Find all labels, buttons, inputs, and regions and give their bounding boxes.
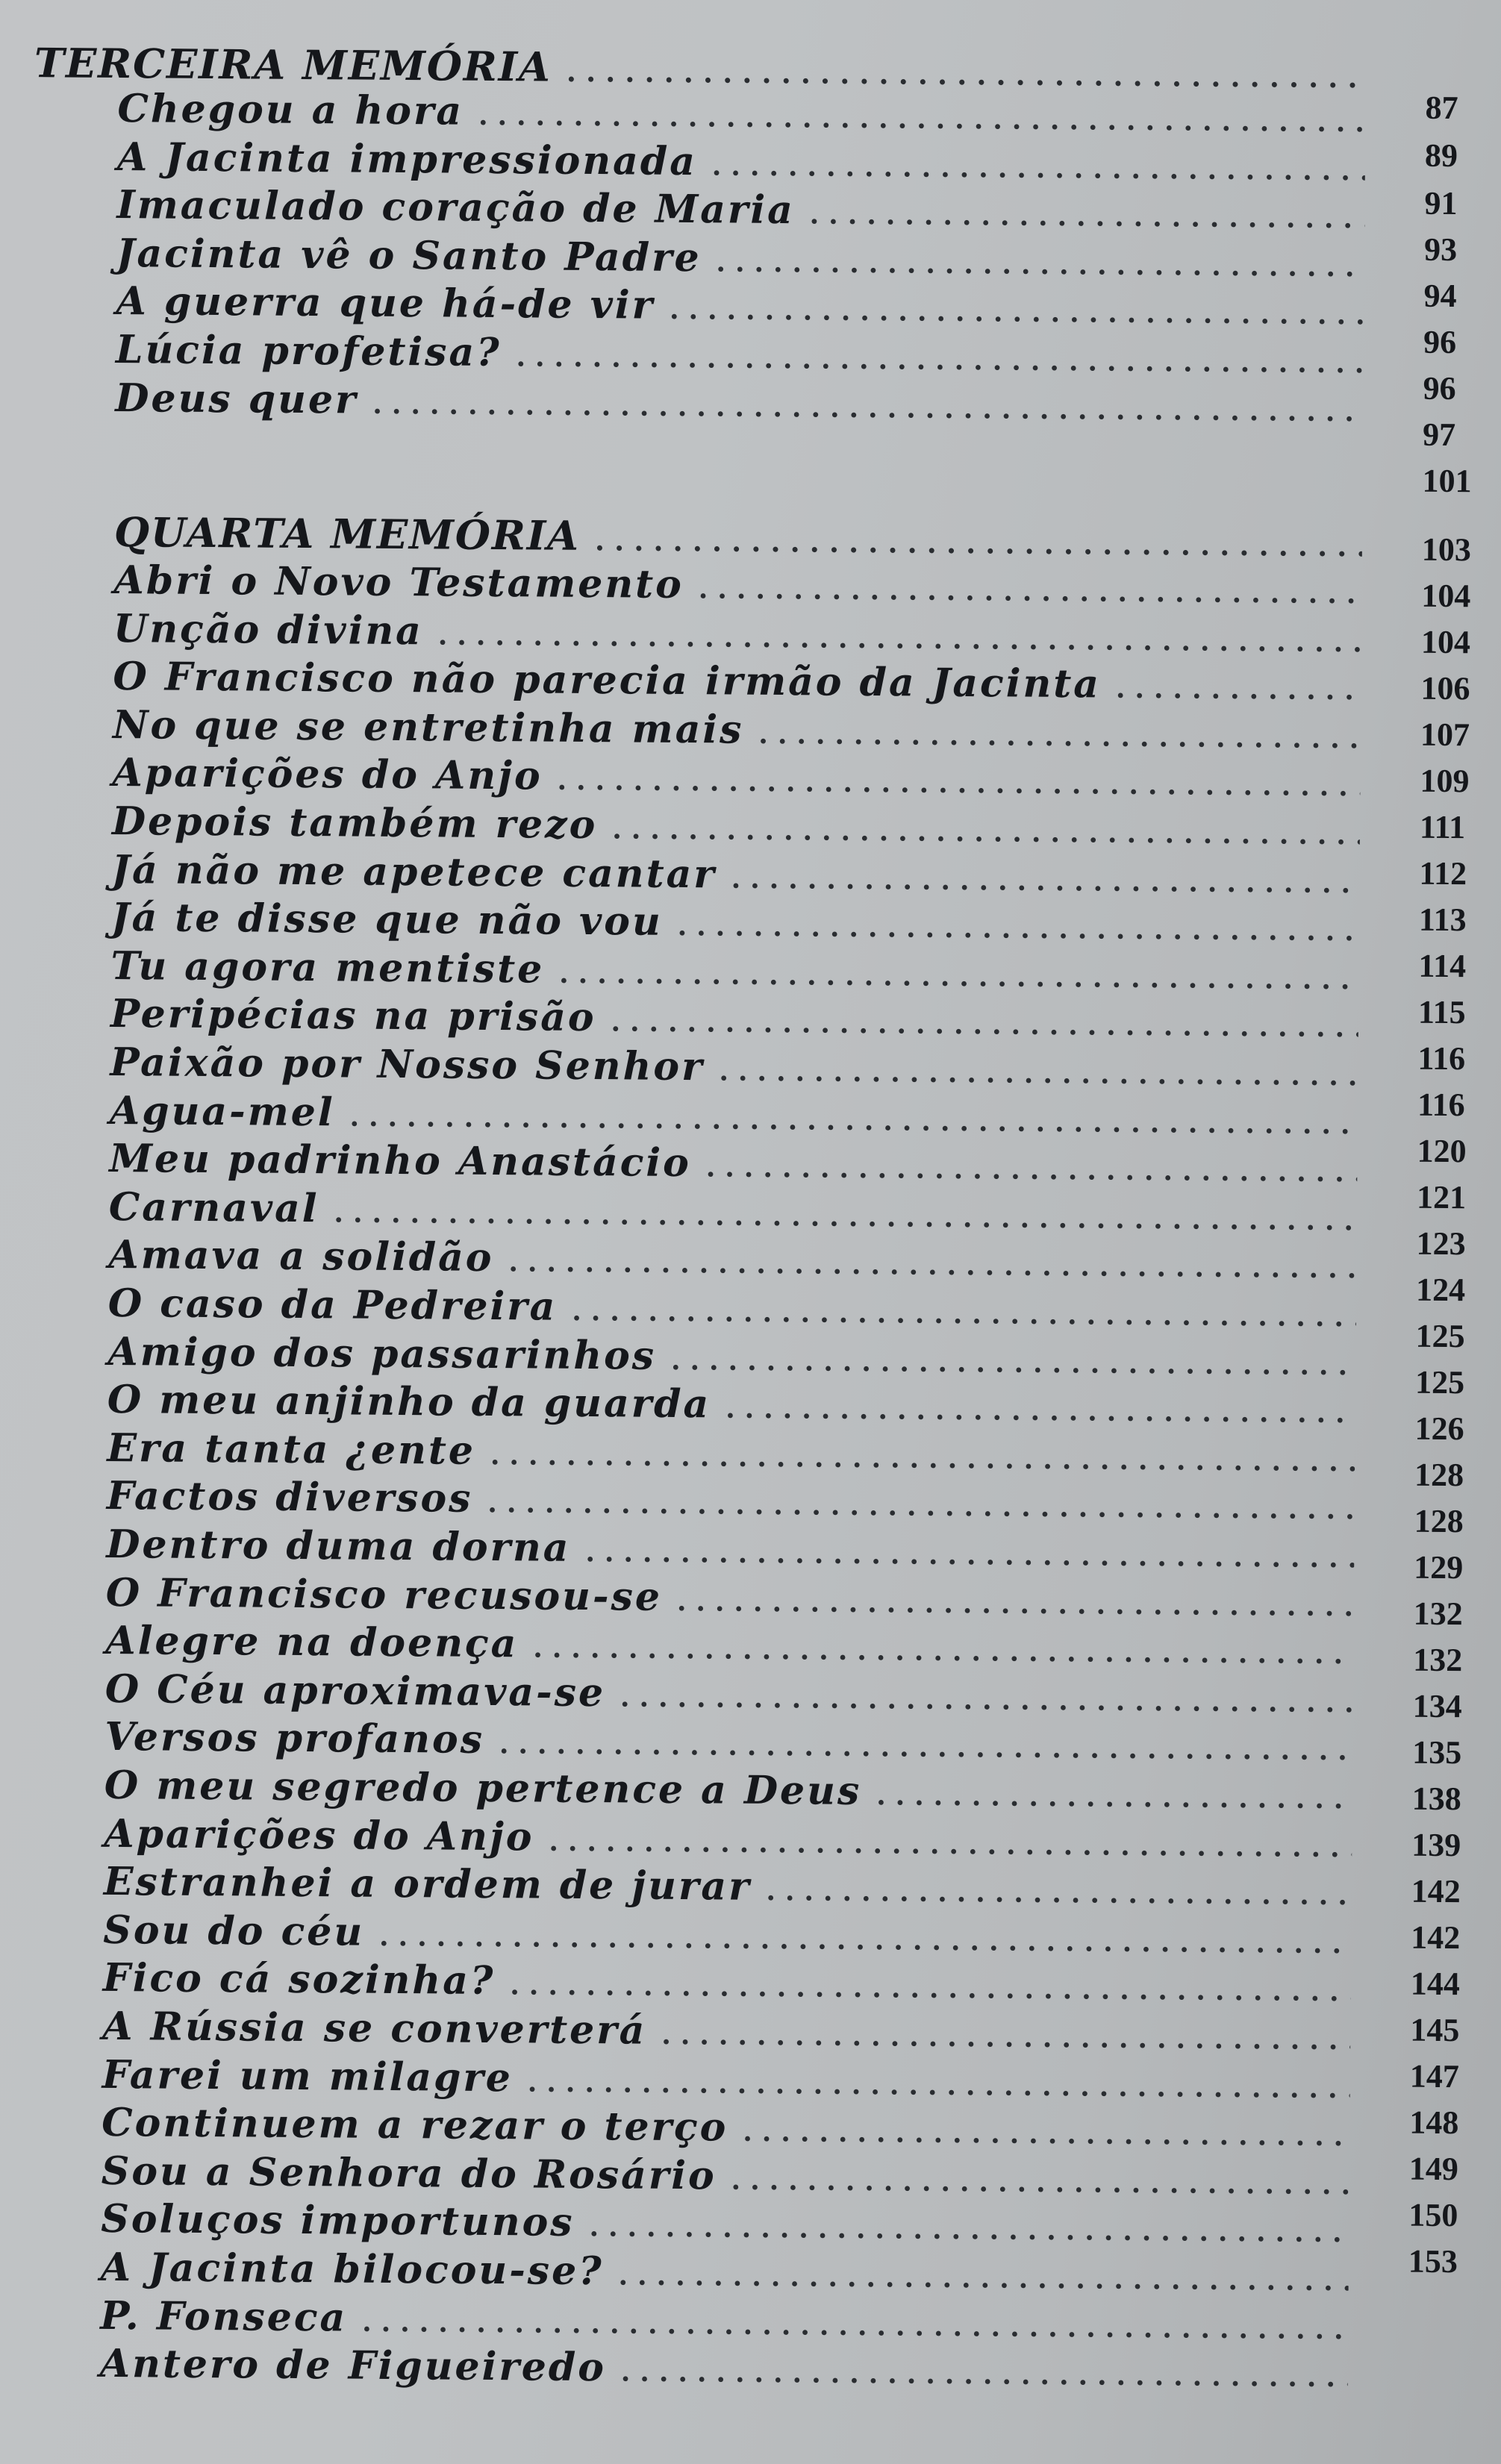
toc-entry [116, 278, 1377, 334]
entry-title: A Jacinta impressionada [116, 134, 698, 184]
page-number: 106 [1420, 669, 1470, 707]
dot-leader [508, 1960, 1351, 2011]
toc-entry [104, 1859, 1365, 1914]
page-number: 142 [1411, 1872, 1461, 1910]
entry-title: O caso da Pedreira [107, 1280, 558, 1330]
page-number: 138 [1411, 1780, 1461, 1818]
toc-entry [107, 1377, 1369, 1432]
dot-leader [332, 1186, 1357, 1239]
page-number: 148 [1409, 2104, 1459, 2142]
dot-leader [437, 609, 1362, 661]
dot-leader [486, 1477, 1355, 1528]
page-number: 116 [1417, 1086, 1465, 1124]
page-number: 128 [1414, 1502, 1464, 1540]
section-heading [114, 508, 1376, 566]
toc-entry [106, 1522, 1367, 1577]
entry-title: P. Fonseca [100, 2292, 348, 2341]
dot-leader [705, 1141, 1358, 1191]
toc-entry [101, 2245, 1362, 2300]
toc-entry [105, 1618, 1367, 1673]
dot-leader [609, 996, 1358, 1047]
dot-leader [507, 1236, 1356, 1288]
toc-entry [112, 798, 1373, 854]
page-number: 89 [1424, 137, 1458, 175]
dot-leader [741, 2106, 1349, 2155]
page-number: 115 [1417, 993, 1466, 1031]
dot-leader [711, 140, 1365, 190]
page-number: 94 [1423, 277, 1457, 315]
toc-entry [100, 2341, 1361, 2396]
entry-title: Dentro duma dorna [106, 1521, 571, 1571]
entry-title: Peripécias na prisão [110, 991, 596, 1041]
section-title: TERCEIRA MEMÓRIA [34, 39, 552, 91]
page-number: 139 [1411, 1826, 1461, 1864]
toc-entry [104, 1763, 1366, 1818]
entry-title: Aparições do Anjo [104, 1810, 534, 1860]
page-number: 123 [1416, 1225, 1466, 1263]
page-number: 124 [1415, 1271, 1466, 1309]
page-number: 153 [1408, 2242, 1458, 2280]
dot-leader [617, 2249, 1349, 2300]
toc-entry [104, 1811, 1365, 1866]
dot-leader [764, 1865, 1352, 1914]
toc-entry [113, 654, 1374, 709]
entry-title: Soluços importunos [101, 2196, 575, 2246]
page-number: 150 [1408, 2196, 1458, 2234]
page-number: 109 [1420, 762, 1470, 800]
page-number: 128 [1414, 1456, 1464, 1494]
toc-entry [116, 327, 1377, 382]
dot-leader [477, 90, 1366, 141]
entry-title: Fico cá sozinha? [102, 1955, 496, 2004]
entry-title: O meu anjinho da guarda [107, 1377, 711, 1428]
toc-entry [103, 1955, 1364, 2010]
page-number: 132 [1413, 1595, 1463, 1633]
page-number: 135 [1412, 1733, 1462, 1772]
toc-entry [100, 2293, 1361, 2348]
toc-entry [115, 375, 1376, 431]
entry-title: Agua-mel [109, 1087, 335, 1135]
dot-leader [697, 563, 1362, 613]
dot-leader [724, 1383, 1355, 1433]
dot-leader [587, 2201, 1349, 2251]
entry-title: Paixão por Nosso Senhor [110, 1039, 705, 1090]
page-number: 103 [1421, 531, 1472, 569]
dot-leader [498, 1718, 1353, 1769]
dot-leader [565, 44, 1364, 97]
dot-leader [675, 1575, 1354, 1625]
dot-leader [1114, 663, 1361, 710]
toc-entry [102, 2004, 1364, 2059]
toc-entry [107, 1473, 1368, 1528]
toc-entry [117, 86, 1379, 141]
toc-entry [116, 182, 1378, 237]
entry-title: O Francisco não parecia irmão da Jacinta [113, 654, 1102, 707]
dot-leader [570, 1285, 1356, 1336]
entry-title: Farei um milagre [102, 2051, 514, 2101]
dot-leader [717, 1045, 1358, 1095]
toc-entry [107, 1329, 1369, 1384]
toc-entry [103, 1907, 1364, 1963]
dot-leader [371, 378, 1363, 430]
dot-leader [676, 900, 1360, 950]
entry-title: Jacinta vê o Santo Padre [116, 230, 702, 281]
page-number: 132 [1413, 1641, 1463, 1679]
toc-entry [102, 2100, 1363, 2155]
dot-leader [668, 284, 1364, 334]
dot-leader [714, 236, 1364, 286]
toc-entry [106, 1570, 1367, 1625]
page-number: 111 [1419, 808, 1466, 846]
entry-title: Meu padrinho Anastácio [109, 1136, 692, 1186]
dot-leader [361, 2295, 1348, 2348]
toc-entry [104, 1714, 1366, 1769]
dot-leader [593, 513, 1362, 566]
dot-leader [611, 803, 1360, 854]
entry-title: No que se entretinha mais [112, 701, 744, 753]
entry-title: Versos profanos [104, 1714, 485, 1763]
toc-entry [113, 702, 1374, 757]
dot-leader [514, 331, 1364, 382]
entry-title: Lúcia profetisa? [115, 326, 502, 376]
entry-title: O Francisco recusou-se [105, 1569, 663, 1620]
toc-entry [109, 1184, 1370, 1239]
page-number: 87 [1425, 89, 1458, 127]
page-number: 129 [1413, 1548, 1464, 1586]
entry-title: Unção divina [113, 605, 424, 654]
page-number: 91 [1424, 184, 1458, 222]
dot-leader [526, 2056, 1350, 2107]
entry-title: Era tanta ¿ente [107, 1425, 476, 1474]
page-number: 113 [1418, 901, 1467, 939]
page-number: 142 [1411, 1919, 1461, 1957]
entry-title: Carnaval [108, 1183, 319, 1231]
dot-leader [489, 1429, 1355, 1480]
dot-leader [619, 1671, 1353, 1722]
dot-leader [531, 1622, 1353, 1674]
dot-leader [729, 2154, 1349, 2204]
dot-leader [348, 1090, 1358, 1143]
entry-title: Amava a solidão [108, 1232, 494, 1281]
entry-title: Antero de Figueiredo [99, 2341, 607, 2391]
entry-title: Amigo dos passarinhos [107, 1328, 657, 1379]
entry-title: Abri o Novo Testamento [113, 557, 684, 607]
page-number: 145 [1410, 2011, 1460, 2049]
entry-title: A guerra que há-de vir [116, 278, 655, 329]
page-number: 120 [1417, 1132, 1467, 1170]
dot-leader [620, 2346, 1348, 2397]
dot-leader [808, 188, 1365, 237]
page-number: 96 [1423, 323, 1457, 361]
toc-entry [116, 231, 1378, 286]
entry-title: Alegre na doença [105, 1618, 519, 1667]
toc-entry [117, 134, 1379, 190]
toc-entry [110, 1039, 1371, 1095]
page-number: 125 [1414, 1363, 1465, 1401]
page-number: 112 [1419, 854, 1467, 892]
toc-entry [111, 847, 1373, 902]
page-number: 96 [1423, 369, 1456, 407]
dot-leader [729, 852, 1359, 902]
page-number: 116 [1417, 1039, 1466, 1078]
page-number: 125 [1415, 1317, 1465, 1355]
page-number: 121 [1416, 1178, 1467, 1216]
toc-entry [113, 606, 1375, 661]
toc-entry [101, 2196, 1362, 2251]
page-number: 107 [1420, 716, 1470, 754]
page-number: 144 [1410, 1965, 1460, 2003]
page-number: 104 [1420, 623, 1471, 661]
entry-title: Continuem a rezar o terço [102, 2100, 728, 2151]
entry-title: Aparições do Anjo [112, 750, 543, 799]
dot-leader [875, 1769, 1352, 1818]
entry-title: Chegou a hora [117, 86, 464, 134]
toc-entry [107, 1425, 1368, 1480]
toc-entry [111, 895, 1373, 950]
entry-title: A Rússia se converterá [102, 2003, 647, 2054]
dot-leader [547, 1815, 1352, 1866]
toc-entry [110, 1088, 1371, 1143]
page-number: 134 [1412, 1687, 1462, 1725]
entry-title: Imaculado coração de Maria [116, 182, 796, 234]
entry-title: Já não me apetece cantar [111, 846, 717, 897]
toc-entry [102, 2148, 1363, 2204]
entry-title: Estranhei a ordem de jurar [103, 1859, 752, 1910]
page-number: 126 [1414, 1410, 1464, 1448]
dot-leader [660, 2009, 1350, 2059]
entry-title: Sou do céu [103, 1907, 365, 1955]
entry-title: Factos diversos [106, 1473, 473, 1522]
page-number: 114 [1418, 947, 1467, 985]
toc-entry [102, 2052, 1364, 2107]
entry-title: Tu agora mentiste [110, 942, 545, 992]
dot-leader [670, 1333, 1356, 1383]
table-of-contents [22, 39, 1485, 2391]
dot-leader [757, 708, 1361, 757]
toc-entry [109, 1136, 1370, 1191]
entry-title: Depois também rezo [111, 798, 598, 848]
toc-entry [105, 1666, 1367, 1722]
page-number: 101 [1422, 462, 1472, 500]
entry-title: Deus quer [115, 375, 358, 423]
dot-leader [378, 1910, 1352, 1963]
toc-entry [113, 557, 1375, 613]
page-number: 147 [1409, 2057, 1460, 2095]
dot-leader [584, 1526, 1354, 1577]
page-number: 104 [1421, 577, 1471, 615]
dot-leader [558, 947, 1359, 998]
toc-entry [110, 943, 1372, 998]
entry-title: Sou a Senhora do Rosário [101, 2148, 717, 2199]
page-number: 149 [1408, 2150, 1459, 2188]
toc-entry [110, 991, 1372, 1046]
page-number: 97 [1422, 416, 1456, 454]
entry-title: O Céu aproximava-se [104, 1666, 606, 1716]
entry-title: A Jacinta bilocou-se? [100, 2244, 604, 2295]
section-title: QUARTA MEMÓRIA [113, 507, 581, 560]
toc-entry [108, 1232, 1370, 1287]
toc-entry [108, 1281, 1370, 1336]
entry-title: Já te disse que não vou [110, 895, 664, 945]
page-number: 93 [1423, 231, 1458, 269]
entry-title: O meu segredo pertence a Deus [104, 1762, 862, 1814]
dot-leader [555, 754, 1360, 805]
toc-entry [112, 750, 1373, 805]
